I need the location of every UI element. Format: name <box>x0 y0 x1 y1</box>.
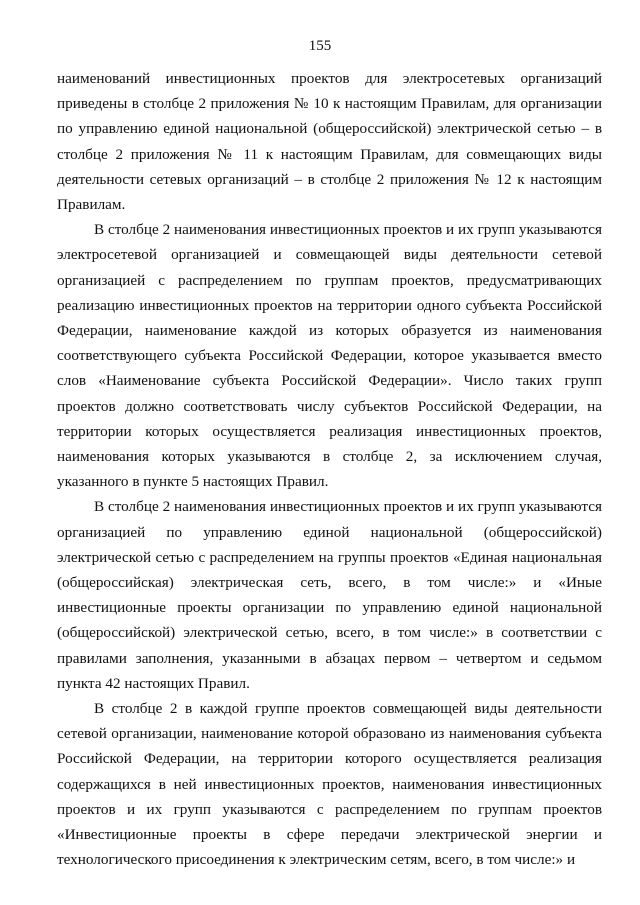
page-number: 155 <box>308 38 332 54</box>
paragraph-4: В столбце 2 в каждой группе проектов совмещающей виды деятельности сетевой организации, наименование которой образовано из наименования субъекта Российской Федерации, на территории которого осуществляется реализация содержащихся в ней инвестиционных проектов, наименования инвестиционных проектов и их групп указываются с распределением по группам проектов «Инвестиционные проекты в сфере передачи электрической энергии и технологического присоединения к электрическим сетям, всего, в том числе:» и <box>57 700 602 869</box>
page-body <box>57 66 602 873</box>
paragraph-2: В столбце 2 наименования инвестиционных проектов и их групп указываются электросетевой организацией и совмещающей виды деятельности сетевой организацией с распределением по группам проектов, предусматривающих реализацию инвестиционных проектов на территории одного субъекта Российской Федерации, наименование каждой из которых образуется из наименования соответствующего субъекта Российской Федерации, которое указывается вместо слов «Наименование субъекта Российской Федерации». Число таких групп проектов должно соответствовать числу субъектов Российской Федерации, на территории которых осуществляется реализация инвестиционных проектов, наименования которых указываются в столбце 2, за исключением случая, указанного в пункте 5 настоящих Правил. <box>57 221 602 491</box>
paragraph-1: наименований инвестиционных проектов для электросетевых организаций приведены в столбце 2 приложения № 10 к настоящим Правилам, для организации по управлению единой национальной (общероссийской) электрической сетью – в столбце 2 приложения № 11 к настоящим Правилам, для совмещающих виды деятельности сетевых организаций – в столбце 2 приложения № 12 к настоящим Правилам. <box>57 70 602 214</box>
paragraph-3: В столбце 2 наименования инвестиционных проектов и их групп указываются организацией по управлению единой национальной (общероссийской) электрической сетью с распределением на группы проектов «Единая национальная (общероссийская) электрическая сеть, всего, в том числе:» и «Иные инвестиционные проекты организации по управлению единой национальной (общероссийской) электрической сетью, всего, в том числе:» в соответствии с правилами заполнения, указанными в абзацах первом – четвертом и седьмом пункта 42 настоящих Правил. <box>57 498 602 692</box>
